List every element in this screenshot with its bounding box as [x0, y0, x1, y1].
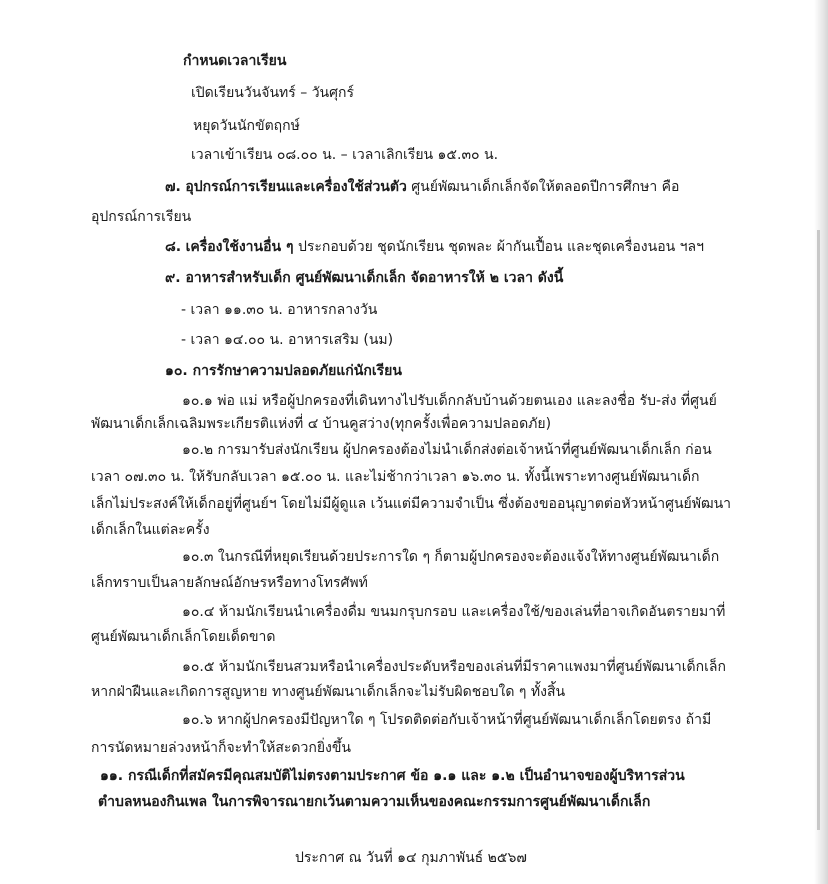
item10-4-line1: ๑๐.๔ ห้ามนักเรียนนำเครื่องดื่ม ขนมกรุบกรอบ และเครื่องใช้/ของเล่นที่อาจเกิดอันตรายมาที่ — [182, 604, 726, 620]
item9-title: อาหารสำหรับเด็ก ศูนย์พัฒนาเด็กเล็ก จัดอาหารให้ ๒ เวลา ดังนี้ — [185, 270, 564, 286]
announcement-date: ประกาศ ณ วันที่ ๑๔ กุมภาพันธ์ ๒๕๖๗ — [295, 850, 527, 866]
item7-title: อุปกรณ์การเรียนและเครื่องใช้ส่วนตัว — [185, 179, 407, 195]
item10-3-line1: ๑๐.๓ ในกรณีที่หยุดเรียนด้วยประการใด ๆ ก็ตามผู้ปกครองจะต้องแจ้งให้ทางศูนย์พัฒนาเด็ก — [182, 549, 720, 565]
item8-number: ๘. — [165, 239, 182, 255]
item9-line — [165, 268, 563, 288]
meal-item-lunch: - เวลา ๑๑.๓๐ น. อาหารกลางวัน — [181, 302, 378, 318]
item8-line — [165, 237, 704, 257]
item11-line2: ตำบลหนองกินเพล ในการพิจารณายกเว้นตามความเห็นของคณะกรรมการศูนย์พัฒนาเด็กเล็ก — [98, 794, 651, 810]
item11-line1: ๑๑. กรณีเด็กที่สมัครมีคุณสมบัติไม่ตรงตามประกาศ ข้อ ๑.๑ และ ๑.๒ เป็นอำนาจของผู้บริหารส่วน — [100, 768, 685, 784]
item10-2-line3: เล็กไม่ประสงค์ให้เด็กอยู่ที่ศูนย์ฯ โดยไม่มีผู้ดูแล เว้นแต่มีความจำเป็น ซึ่งต้องขออนุญาตต่อหัวหน้าศูนย์พัฒนา — [91, 496, 732, 512]
item10-heading — [165, 361, 402, 381]
item10-2-line1: ๑๐.๒ การมารับส่งนักเรียน ผู้ปกครองต้องไม่นำเด็กส่งต่อเจ้าหน้าที่ศูนย์พัฒนาเด็กเล็ก ก่อน — [182, 442, 712, 458]
scrollbar-track[interactable] — [817, 230, 820, 830]
item10-6-line1: ๑๐.๖ หากผู้ปกครองมีปัญหาใด ๆ โปรดติดต่อกับเจ้าหน้าที่ศูนย์พัฒนาเด็กเล็กโดยตรง ถ้ามี — [182, 712, 712, 728]
item10-2-line2: เวลา ๐๗.๓๐ น. ให้รับกลับเวลา ๑๕.๐๐ น. และไม่ช้ากว่าเวลา ๑๖.๓๐ น. ทั้งนี้เพราะทางศูนย์พัฒนาเด็ก — [91, 469, 700, 485]
schedule-heading: กำหนดเวลาเรียน — [183, 53, 287, 69]
item9-number: ๙. — [165, 270, 181, 286]
item10-1-line1: ๑๐.๑ พ่อ แม่ หรือผู้ปกครองที่เดินทางไปรับเด็กกลับบ้านด้วยตนเอง และลงชื่อ รับ-ส่ง ที่ศูนย์ — [182, 393, 717, 409]
item7-line — [165, 177, 679, 197]
item10-title: การรักษาความปลอดภัยแก่นักเรียน — [192, 363, 402, 379]
item10-number: ๑๐. — [165, 363, 188, 379]
item8-title: เครื่องใช้งานอื่น ๆ — [185, 239, 294, 255]
item7-number: ๗. — [165, 179, 181, 195]
item10-5-line1: ๑๐.๕ ห้ามนักเรียนสวมหรือนำเครื่องประดับหรือของเล่นที่มีราคาแพงมาที่ศูนย์พัฒนาเด็กเล็ก — [182, 659, 726, 675]
schedule-days: เปิดเรียนวันจันทร์ – วันศุกร์ — [191, 85, 355, 101]
item10-4-line2: ศูนย์พัฒนาเด็กเล็กโดยเด็ดขาด — [91, 629, 276, 645]
schedule-hours: เวลาเข้าเรียน ๐๘.๐๐ น. – เวลาเลิกเรียน ๑๕.๓๐ น. — [191, 147, 499, 163]
item7-text-cont: อุปกรณ์การเรียน — [91, 209, 192, 225]
item10-5-line2: หากฝ่าฝืนและเกิดการสูญหาย ทางศูนย์พัฒนาเด็กเล็กจะไม่รับผิดชอบใด ๆ ทั้งสิ้น — [91, 684, 566, 700]
item7-text: ศูนย์พัฒนาเด็กเล็กจัดให้ตลอดปีการศึกษา คือ — [411, 179, 680, 195]
item10-1-line2: พัฒนาเด็กเล็กเฉลิมพระเกียรติแห่งที่ ๔ บ้านคูสว่าง(ทุกครั้งเพื่อความปลอดภัย) — [91, 416, 552, 432]
item10-3-line2: เล็กทราบเป็นลายลักษณ์อักษรหรือทางโทรศัพท์ — [91, 575, 368, 591]
item8-text: ประกอบด้วย ชุดนักเรียน ชุดพละ ผ้ากันเปื้อน และชุดเครื่องนอน ฯลฯ — [297, 239, 704, 255]
item10-2-line4: เด็กเล็กในแต่ละครั้ง — [91, 522, 210, 538]
item10-6-line2: การนัดหมายล่วงหน้าก็จะทำให้สะดวกยิ่งขึ้น — [91, 740, 352, 756]
meal-item-snack: - เวลา ๑๔.๐๐ น. อาหารเสริม (นม) — [181, 332, 394, 348]
schedule-holiday: หยุดวันนักขัตฤกษ์ — [193, 118, 300, 134]
